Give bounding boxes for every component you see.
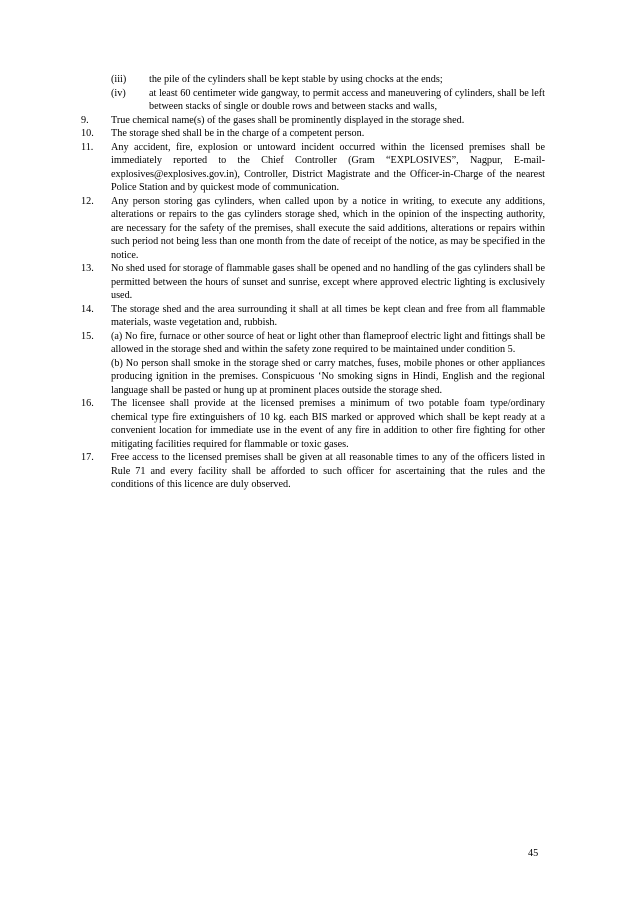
condition-item-17 [81, 451, 545, 492]
item-number: 13. [81, 263, 94, 274]
document-body [81, 73, 545, 492]
item-number: 16. [81, 398, 94, 409]
condition-item-15 [81, 330, 545, 398]
item-text: The storage shed and the area surrounding it shall at all times be kept clean and free from all flammable materials, waste vegetation and, rubbish. [111, 303, 545, 328]
sub-item-number: (iii) [111, 74, 127, 85]
item-text: No shed used for storage of flammable gases shall be opened and no handling of the gas cylinders shall be permitted between the hours of sunset and sunrise, except where approved electric lighting is exclusively used. [111, 263, 545, 301]
item-number: 15. [81, 330, 94, 342]
condition-item-16 [81, 397, 545, 451]
sub-item-number: (iv) [111, 87, 126, 99]
item-number: 11. [81, 141, 94, 153]
sub-item-iii [81, 73, 545, 87]
item-text: True chemical name(s) of the gases shall be prominently displayed in the storage shed. [111, 114, 465, 126]
sub-item-iv [81, 87, 545, 114]
condition-item-13 [81, 262, 545, 303]
page-number: 45 [528, 848, 539, 859]
item-number: 17. [81, 452, 94, 463]
item-text: The licensee shall provide at the licensed premises a minimum of two potable foam type/ordinary chemical type fire extinguishers of 10 kg. each BIS marked or approved which shall be kept ready at a convenient location for immediate use in the event of any fire in addition to other fire fighting for other mitigating facilities required for flammable or toxic gases. [111, 398, 545, 450]
item-number: 12. [81, 195, 94, 207]
sub-item-text: at least 60 centimeter wide gangway, to permit access and maneuvering of cylinders, shall be left between stacks of single or double rows and between stacks and walls, [149, 87, 545, 112]
item-text: The storage shed shall be in the charge of a competent person. [111, 128, 365, 139]
item-text-a: (a) No fire, furnace or other source of heat or light other than flameproof electric light and fittings shall be allowed in the storage shed and within the safety zone required to be maintained under condition 5. [111, 330, 545, 355]
condition-item-12 [81, 195, 545, 263]
condition-item-9 [81, 114, 545, 128]
condition-item-11 [81, 141, 545, 195]
item-text: Any accident, fire, explosion or untoward incident occurred within the licensed premises shall be immediately reported to the Chief Controller (Gram “EXPLOSIVES”, Nagpur, E-mail- explosives@explosives.gov.in), Controller, District Magistrate and the Officer-in-Charge of the nearest Police Station and by quickest mode of communication. [111, 141, 545, 193]
condition-item-14 [81, 303, 545, 330]
item-number: 9. [81, 114, 89, 126]
item-number: 10. [81, 128, 94, 139]
item-text: Any person storing gas cylinders, when called upon by a notice in writing, to execute any additions, alterations or repairs to the gas cylinders storage shed, which in the opinion of the inspecting authority, are necessary for the safety of the premises, shall execute the said additions, alterations or repairs within such period not being less than one month from the date of receipt of the notice, as may be specified in the notice. [111, 195, 545, 261]
item-text: Free access to the licensed premises shall be given at all reasonable times to any of the officers listed in Rule 71 and every facility shall be afforded to such officer for ascertaining that the rules and the conditions of this licence are duly observed. [111, 452, 545, 490]
sub-item-text: the pile of the cylinders shall be kept stable by using chocks at the ends; [149, 74, 443, 85]
condition-item-10 [81, 127, 545, 141]
item-text-b: (b) No person shall smoke in the storage shed or carry matches, fuses, mobile phones or other appliances producing ignition in the premises. Conspicuous ‘No smoking signs in Hindi, English and the regional language shall be pasted or hung up at prominent places outside the storage shed. [111, 357, 545, 396]
item-number: 14. [81, 303, 94, 315]
